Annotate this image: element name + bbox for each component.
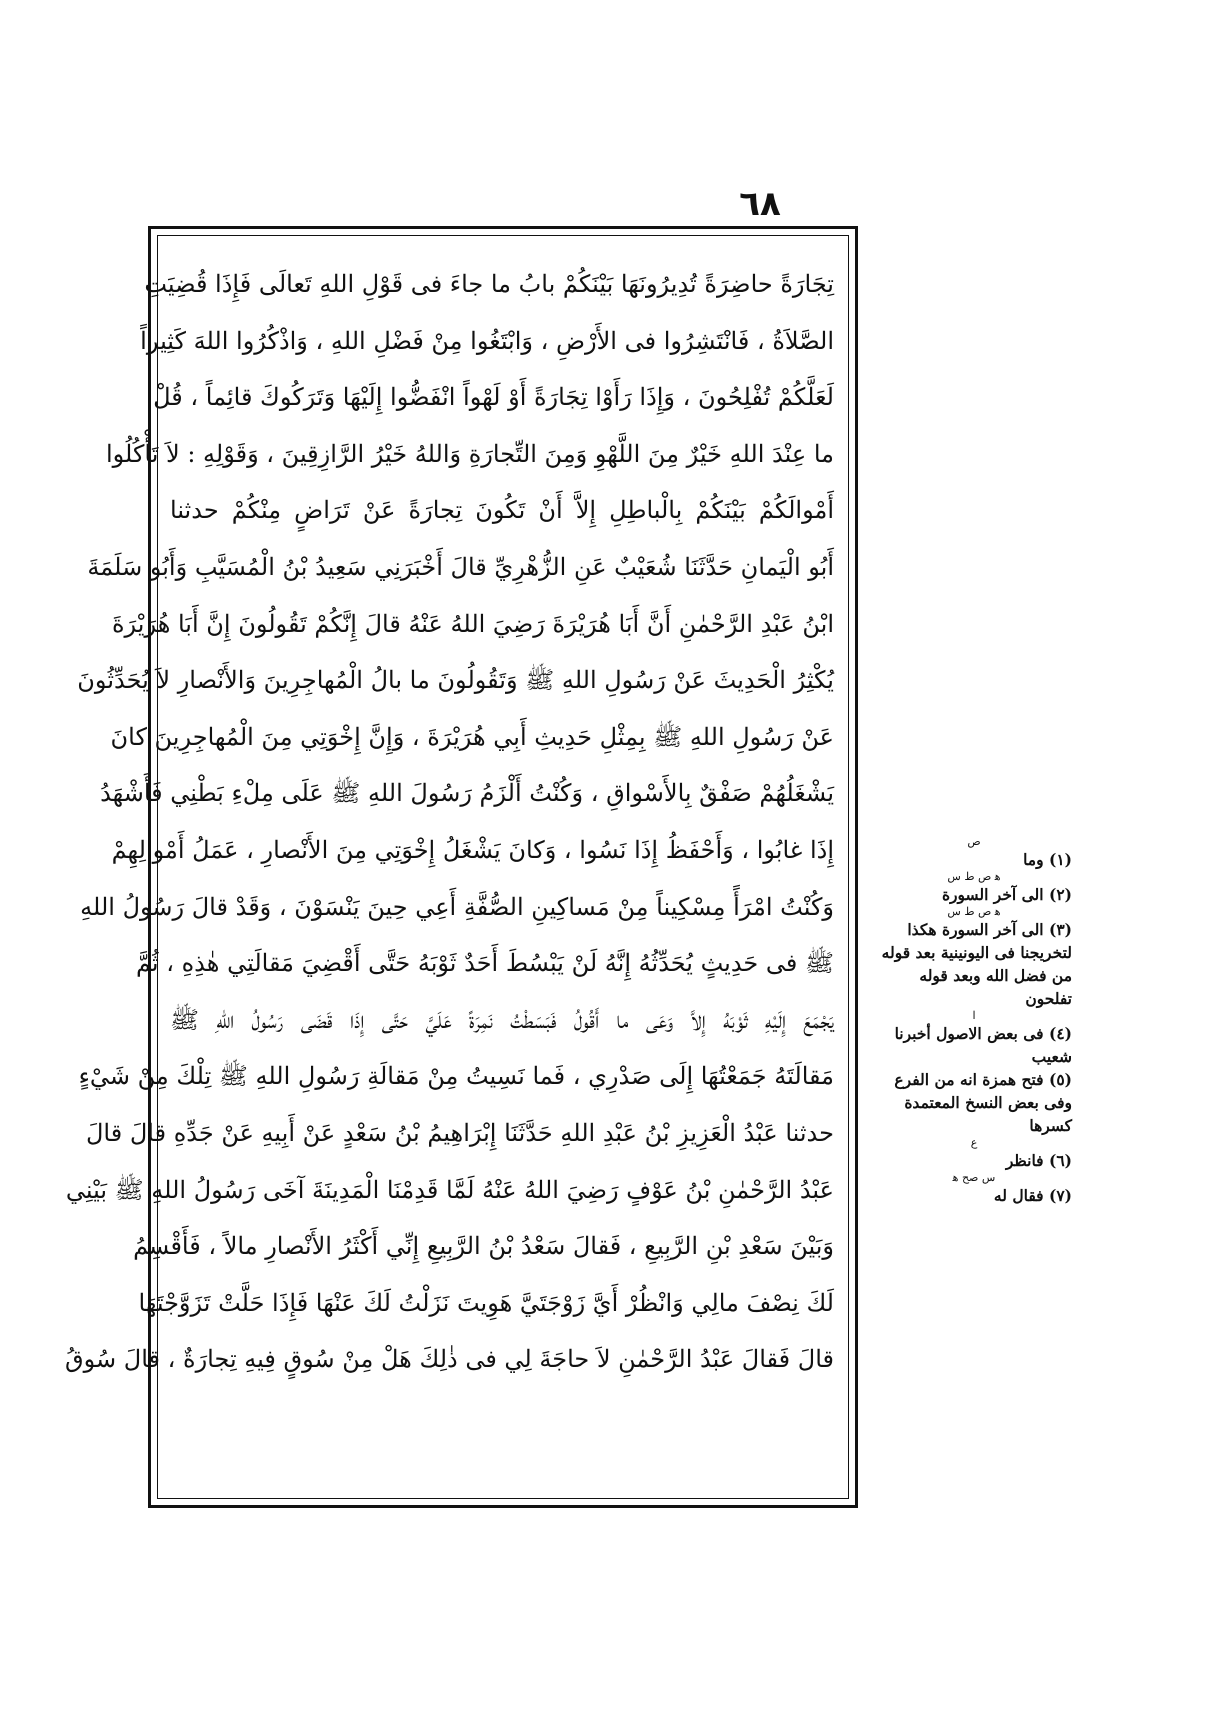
text-line: أَبُو الْيَمانِ حَدَّثَنَا شُعَيْبٌ عَنِ الزُّهْرِيِّ قالَ أَخْبَرَنِي سَعِيدُ بْنُ الْمُسَيَّبِ وَأَبُو سَلَمَةَ (87, 552, 834, 581)
text-line: قالَ فَقالَ عَبْدُ الرَّحْمٰنِ لاَ حاجَةَ لِي فى ذٰلِكَ هَلْ مِنْ سُوقٍ فِيهِ تِجارَةٌ ، قالَ سُوقُ (65, 1345, 834, 1374)
footnote-mark: ه‍ ص ط س (947, 905, 1001, 918)
main-text-inner-border (65, 235, 849, 1499)
text-line: ﷺ فى حَدِيثٍ يُحَدِّثُهُ إِنَّهُ لَنْ يَبْسُطَ أَحَدٌ ثَوْبَهُ حَتَّى أَقْضِيَ مَقالَتِي هٰذِهِ ، ثُمَّ (135, 949, 834, 978)
footnote-text: (٥) فتح همزة انه من الفرع وفى بعض النسخ المعتمدة كسرها (894, 1070, 1072, 1135)
footnote (876, 1010, 1072, 1068)
text-line: لَكَ نِصْفَ مالِي وَانْظُرْ أَيَّ زَوْجَتَيَّ هَوِيتَ نَزَلْتُ لَكَ عَنْهَا فَإِذَا حَلَّتْ تَزَوَّجْتَهَا (138, 1288, 834, 1317)
footnote-mark: س صح ه‍ (952, 1171, 996, 1184)
footnote (876, 1068, 1072, 1137)
footnote-text: (٢) الى آخر السورة (941, 885, 1072, 904)
text-line: وَبَيْنَ سَعْدِ بْنِ الرَّبِيعِ ، فَقالَ سَعْدُ بْنُ الرَّبِيعِ إِنِّي أَكْثَرُ الأَنْصارِ مالاً ، فَأَقْسِمُ (133, 1232, 834, 1261)
main-text-body (65, 264, 848, 1396)
page-number: ٦٨ (739, 184, 781, 224)
footnote-text: (٧) فقال له (993, 1186, 1072, 1205)
text-line: تِجَارَةً حاضِرَةً تُدِيرُونَهَا بَيْنَكُمْ بابُ ما جاءَ فى قَوْلِ اللهِ تَعالَى فَإِذَا قُضِيَتِ (144, 270, 834, 298)
footnote-mark: ص (967, 835, 981, 848)
footnote-mark: ا (972, 1009, 976, 1022)
text-line: ابْنُ عَبْدِ الرَّحْمٰنِ أَنَّ أَبَا هُرَيْرَةَ رَضِيَ اللهُ عَنْهُ قالَ إِنَّكُمْ تَقُولُونَ إِنَّ أَبَا هُرَيْرَةَ (111, 609, 834, 638)
text-line: لَعَلَّكُمْ تُفْلِحُونَ ، وَإِذَا رَأَوْا تِجَارَةً أَوْ لَهْواً انْفَضُّوا إِلَيْهَا وَتَرَكُوكَ قائِماً ، قُلْ (153, 383, 834, 412)
text-line: وَكُنْتُ امْرَأً مِسْكِيناً مِنْ مَساكِينِ الصُّفَّةِ أَعِي حِينَ يَنْسَوْنَ ، وَقَدْ قالَ رَسُولُ اللهِ (80, 892, 834, 921)
footnote-mark: ه‍ ص ط س (947, 870, 1001, 883)
main-text-frame (65, 226, 858, 1508)
text-line: يُكْثِرُ الْحَدِيثَ عَنْ رَسُولِ اللهِ ﷺ وَتَقُولُونَ ما بالُ الْمُهاجِرِينَ وَالأَنْصارِ لاَ يُحَدِّثُونَ (77, 666, 834, 695)
text-line: يَجْمَعَ إِلَيْهِ ثَوْبَهُ إِلاَّ وَعَى ما أَقُولُ فَبَسَطْتُ نَمِرَةً عَلَيَّ حَتَّى إِذَا قَضَى رَسُولُ اللهِ ﷺ (170, 1005, 834, 1034)
text-line: أَمْوالَكُمْ بَيْنَكُمْ بِالْباطِلِ إِلاَّ أَنْ تَكُونَ تِجارَةً عَنْ تَرَاضٍ مِنْكُمْ حدثنا (170, 496, 834, 525)
text-line: الصَّلاَةُ ، فَانْتَشِرُوا فى الأَرْضِ ، وَابْتَغُوا مِنْ فَضْلِ اللهِ ، وَاذْكُرُوا اللهَ كَثِيراً (140, 326, 834, 355)
footnote (876, 871, 1072, 906)
footnote-text: (٣) الى آخر السورة هكذا لتخريجنا فى اليونينية بعد قوله من فضل الله وبعد قوله تفلحون (881, 920, 1072, 1008)
text-line: عَبْدُ الرَّحْمٰنِ بْنُ عَوْفٍ رَضِيَ اللهُ عَنْهُ لَمَّا قَدِمْنَا الْمَدِينَةَ آخَى رَسُولُ اللهِ ﷺ بَيْنِي (65, 1175, 834, 1204)
footnote-text: (٤) فى بعض الاصول أخبرنا شعيب (894, 1024, 1072, 1066)
text-line: يَشْغَلُهُمْ صَفْقٌ بِالأَسْواقِ ، وَكُنْتُ أَلْزَمُ رَسُولَ اللهِ ﷺ عَلَى مِلْءِ بَطْنِي فَأَشْهَدُ (100, 779, 834, 808)
footnote-text: (٦) فانظر (1005, 1151, 1072, 1170)
text-line: مَقالَتَهُ جَمَعْتُهَا إِلَى صَدْرِي ، فَما نَسِيتُ مِنْ مَقالَةِ رَسُولِ اللهِ ﷺ تِلْكَ مِنْ شَيْءٍ (78, 1062, 834, 1091)
footnote-text: (١) وما (1023, 850, 1072, 869)
footnote (876, 1137, 1072, 1172)
text-line: عَنْ رَسُولِ اللهِ ﷺ بِمِثْلِ حَدِيثِ أَبِي هُرَيْرَةَ ، وَإِنَّ إِخْوَتِي مِنَ الْمُهاجِرِينَ كانَ (110, 722, 834, 751)
footnote-mark: ع (970, 1136, 978, 1149)
footnote (876, 1172, 1072, 1207)
footnote (876, 836, 1072, 871)
text-line: إِذَا غابُوا ، وَأَحْفَظُ إِذَا نَسُوا ، وَكانَ يَشْغَلُ إِخْوَتِي مِنَ الأَنْصارِ ، عَمَلُ أَمْوالِهِمْ (111, 835, 834, 864)
text-line: حدثنا عَبْدُ الْعَزِيزِ بْنُ عَبْدِ اللهِ حَدَّثَنَا إِبْرَاهِيمُ بْنُ سَعْدٍ عَنْ أَبِيهِ عَنْ جَدِّهِ قالَ قالَ (85, 1118, 834, 1147)
footnote (876, 906, 1072, 1010)
marginal-footnotes (876, 836, 1072, 1207)
text-line: ما عِنْدَ اللهِ خَيْرٌ مِنَ اللَّهْوِ وَمِنَ التِّجارَةِ وَاللهُ خَيْرُ الرَّازِقِينَ ، وَقَوْلِهِ : لاَ تَأْكُلُوا (105, 439, 834, 468)
